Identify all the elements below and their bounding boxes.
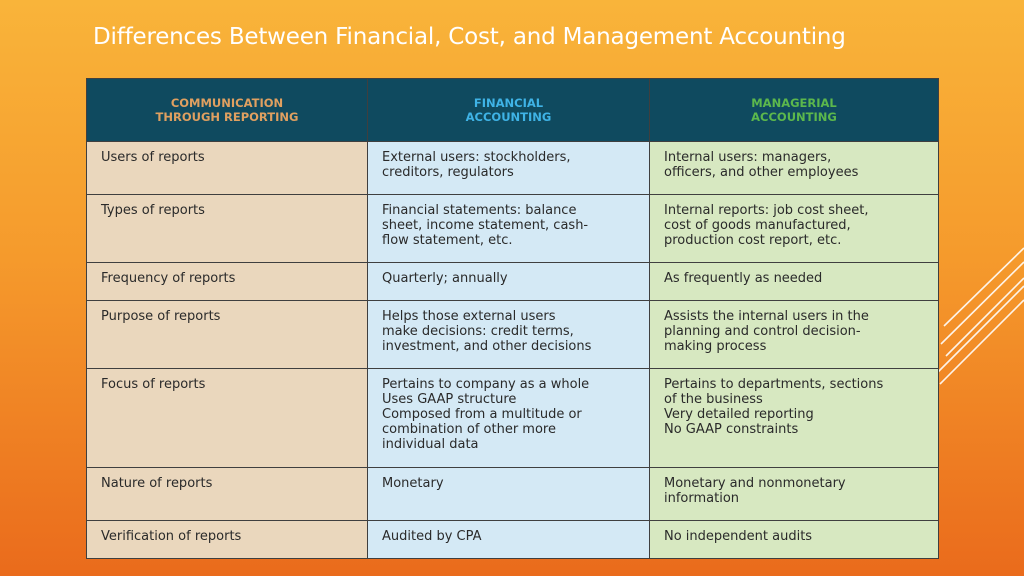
table-row <box>87 142 939 195</box>
row-topic: Users of reports <box>87 142 368 195</box>
table-row <box>87 301 939 369</box>
row-topic: Purpose of reports <box>87 301 368 369</box>
header-financial-accounting: FINANCIAL ACCOUNTING <box>368 79 650 142</box>
slide-title: Differences Between Financial, Cost, and Management Accounting <box>93 24 846 50</box>
row-financial: Audited by CPA <box>368 521 650 559</box>
row-financial: Financial statements: balance sheet, income statement, cash- flow statement, etc. <box>368 195 650 263</box>
comparison-table <box>86 78 939 559</box>
row-financial: Monetary <box>368 468 650 521</box>
row-managerial: Pertains to departments, sections of the business Very detailed reporting No GAAP constraints <box>650 369 939 468</box>
table-row <box>87 521 939 559</box>
row-topic: Verification of reports <box>87 521 368 559</box>
header-communication: COMMUNICATION THROUGH REPORTING <box>87 79 368 142</box>
table-row <box>87 263 939 301</box>
table-header-row <box>87 79 939 142</box>
row-topic: Types of reports <box>87 195 368 263</box>
row-financial: Quarterly; annually <box>368 263 650 301</box>
row-topic: Nature of reports <box>87 468 368 521</box>
row-financial: Helps those external users make decisions: credit terms, investment, and other decisions <box>368 301 650 369</box>
row-managerial: No independent audits <box>650 521 939 559</box>
row-managerial: Internal reports: job cost sheet, cost of goods manufactured, production cost report, etc. <box>650 195 939 263</box>
row-managerial: Monetary and nonmonetary information <box>650 468 939 521</box>
row-managerial: As frequently as needed <box>650 263 939 301</box>
table-row <box>87 369 939 468</box>
header-managerial-accounting: MANAGERIAL ACCOUNTING <box>650 79 939 142</box>
row-managerial: Assists the internal users in the planning and control decision- making process <box>650 301 939 369</box>
row-managerial: Internal users: managers, officers, and other employees <box>650 142 939 195</box>
row-topic: Frequency of reports <box>87 263 368 301</box>
row-financial: External users: stockholders, creditors, regulators <box>368 142 650 195</box>
row-financial: Pertains to company as a whole Uses GAAP structure Composed from a multitude or combination of other more individual data <box>368 369 650 468</box>
row-topic: Focus of reports <box>87 369 368 468</box>
table-row <box>87 195 939 263</box>
table-row <box>87 468 939 521</box>
